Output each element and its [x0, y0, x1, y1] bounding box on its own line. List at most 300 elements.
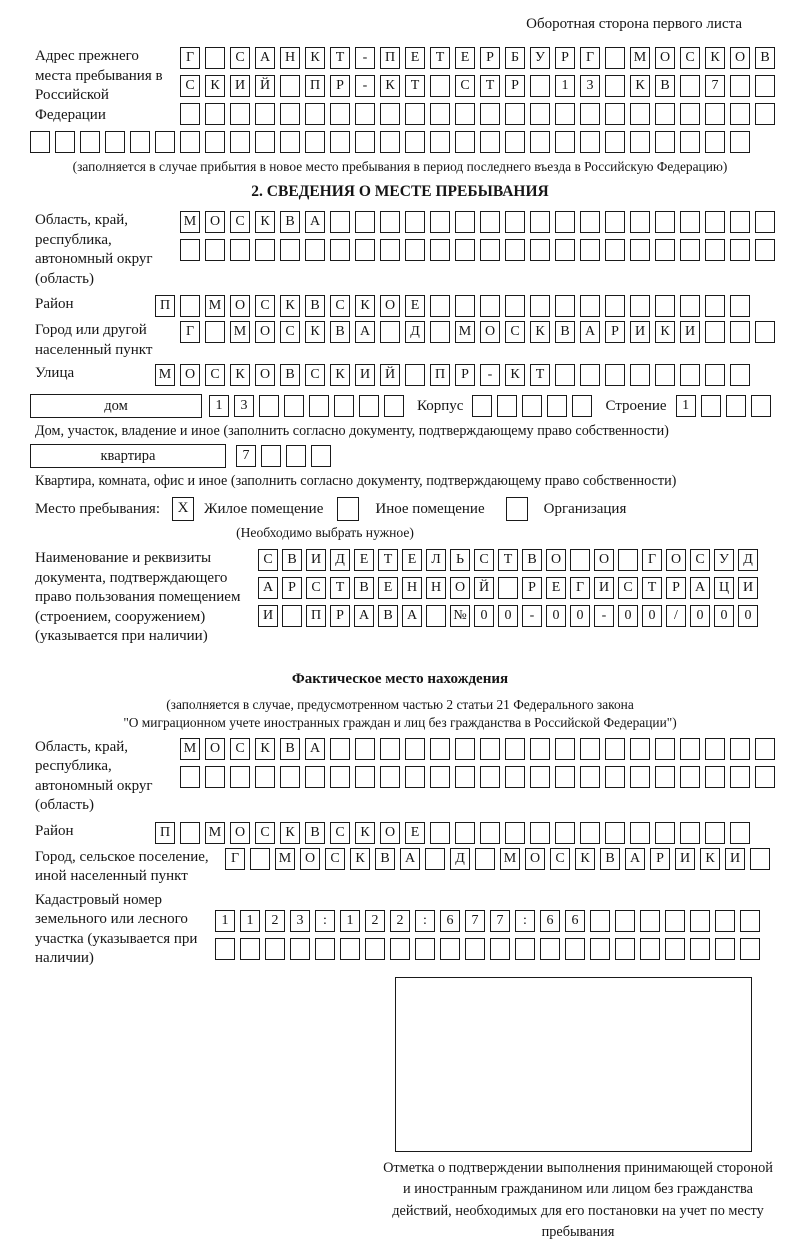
char-cell[interactable] [580, 822, 600, 844]
char-cell[interactable] [665, 910, 685, 932]
char-cell[interactable] [330, 211, 350, 233]
char-cell[interactable]: С [306, 577, 326, 599]
char-cell[interactable] [255, 766, 275, 788]
char-cell[interactable]: О [255, 364, 275, 386]
char-cell[interactable] [680, 103, 700, 125]
char-cell[interactable] [480, 822, 500, 844]
char-cell[interactable] [730, 211, 750, 233]
char-cell[interactable]: 1 [209, 395, 229, 417]
char-cell[interactable] [555, 364, 575, 386]
char-cell[interactable] [205, 103, 225, 125]
char-cell[interactable] [715, 938, 735, 960]
char-cell[interactable] [530, 766, 550, 788]
char-cell[interactable]: В [755, 47, 775, 69]
char-cell[interactable]: Е [546, 577, 566, 599]
char-cell[interactable]: Д [330, 549, 350, 571]
char-cell[interactable] [405, 131, 425, 153]
char-cell[interactable]: К [530, 321, 550, 343]
char-cell[interactable]: М [230, 321, 250, 343]
char-cell[interactable] [580, 738, 600, 760]
char-cell[interactable] [405, 211, 425, 233]
char-cell[interactable]: А [305, 211, 325, 233]
char-cell[interactable]: Р [330, 605, 350, 627]
char-cell[interactable]: Г [570, 577, 590, 599]
char-cell[interactable]: П [155, 822, 175, 844]
char-cell[interactable]: / [666, 605, 686, 627]
char-cell[interactable] [282, 605, 302, 627]
char-cell[interactable] [430, 295, 450, 317]
char-cell[interactable] [630, 822, 650, 844]
char-cell[interactable]: 0 [498, 605, 518, 627]
char-cell[interactable] [265, 938, 285, 960]
char-cell[interactable]: 6 [565, 910, 585, 932]
char-cell[interactable] [605, 766, 625, 788]
char-cell[interactable]: И [630, 321, 650, 343]
char-cell[interactable]: 1 [340, 910, 360, 932]
char-cell[interactable] [490, 938, 510, 960]
char-cell[interactable]: О [380, 295, 400, 317]
char-cell[interactable]: Т [642, 577, 662, 599]
char-cell[interactable] [530, 295, 550, 317]
char-cell[interactable] [755, 75, 775, 97]
char-cell[interactable] [205, 47, 225, 69]
char-cell[interactable]: Р [480, 47, 500, 69]
char-cell[interactable]: А [305, 738, 325, 760]
char-cell[interactable] [455, 103, 475, 125]
char-cell[interactable]: О [546, 549, 566, 571]
char-cell[interactable] [640, 910, 660, 932]
char-cell[interactable] [80, 131, 100, 153]
char-cell[interactable]: В [375, 848, 395, 870]
char-cell[interactable] [605, 364, 625, 386]
char-cell[interactable] [455, 766, 475, 788]
char-cell[interactable] [701, 395, 721, 417]
char-cell[interactable]: 0 [618, 605, 638, 627]
char-cell[interactable]: Т [480, 75, 500, 97]
char-cell[interactable]: К [655, 321, 675, 343]
char-cell[interactable] [705, 103, 725, 125]
char-cell[interactable] [618, 549, 638, 571]
char-cell[interactable] [630, 103, 650, 125]
char-cell[interactable] [755, 239, 775, 261]
char-cell[interactable] [630, 211, 650, 233]
char-cell[interactable] [555, 239, 575, 261]
char-cell[interactable]: С [474, 549, 494, 571]
char-cell[interactable]: Б [505, 47, 525, 69]
char-cell[interactable] [615, 938, 635, 960]
char-cell[interactable] [705, 364, 725, 386]
char-cell[interactable]: К [205, 75, 225, 97]
char-cell[interactable] [755, 738, 775, 760]
char-cell[interactable]: М [155, 364, 175, 386]
char-cell[interactable]: 7 [236, 445, 256, 467]
char-cell[interactable] [480, 103, 500, 125]
char-cell[interactable]: 2 [265, 910, 285, 932]
char-cell[interactable] [580, 766, 600, 788]
char-cell[interactable] [530, 239, 550, 261]
char-cell[interactable]: О [180, 364, 200, 386]
char-cell[interactable] [355, 211, 375, 233]
char-cell[interactable]: Ь [450, 549, 470, 571]
char-cell[interactable] [547, 395, 567, 417]
char-cell[interactable] [330, 103, 350, 125]
char-cell[interactable] [255, 103, 275, 125]
char-cell[interactable]: А [255, 47, 275, 69]
char-cell[interactable] [309, 395, 329, 417]
char-cell[interactable]: В [305, 822, 325, 844]
char-cell[interactable]: К [505, 364, 525, 386]
char-cell[interactable]: Д [450, 848, 470, 870]
char-cell[interactable] [605, 131, 625, 153]
char-cell[interactable] [330, 738, 350, 760]
char-cell[interactable]: С [618, 577, 638, 599]
char-cell[interactable] [180, 295, 200, 317]
char-cell[interactable] [555, 131, 575, 153]
char-cell[interactable]: С [305, 364, 325, 386]
char-cell[interactable] [425, 848, 445, 870]
char-cell[interactable] [155, 131, 175, 153]
char-cell[interactable]: Т [330, 577, 350, 599]
char-cell[interactable]: Т [498, 549, 518, 571]
char-cell[interactable]: В [555, 321, 575, 343]
char-cell[interactable] [590, 938, 610, 960]
char-cell[interactable]: А [354, 605, 374, 627]
char-cell[interactable]: 3 [234, 395, 254, 417]
char-cell[interactable] [480, 131, 500, 153]
char-cell[interactable] [465, 938, 485, 960]
char-cell[interactable] [655, 239, 675, 261]
char-cell[interactable] [715, 910, 735, 932]
char-cell[interactable]: К [380, 75, 400, 97]
char-cell[interactable]: Р [330, 75, 350, 97]
char-cell[interactable] [605, 103, 625, 125]
char-cell[interactable]: - [594, 605, 614, 627]
char-cell[interactable]: Т [430, 47, 450, 69]
char-cell[interactable] [415, 938, 435, 960]
char-cell[interactable] [259, 395, 279, 417]
char-cell[interactable]: И [355, 364, 375, 386]
char-cell[interactable] [405, 738, 425, 760]
char-cell[interactable]: 0 [690, 605, 710, 627]
char-cell[interactable]: В [600, 848, 620, 870]
char-cell[interactable]: Р [282, 577, 302, 599]
char-cell[interactable]: К [350, 848, 370, 870]
char-cell[interactable] [290, 938, 310, 960]
char-cell[interactable] [630, 766, 650, 788]
char-cell[interactable]: : [315, 910, 335, 932]
char-cell[interactable] [730, 75, 750, 97]
char-cell[interactable] [455, 738, 475, 760]
char-cell[interactable]: К [705, 47, 725, 69]
char-cell[interactable] [280, 131, 300, 153]
char-cell[interactable] [655, 766, 675, 788]
char-cell[interactable]: П [430, 364, 450, 386]
char-cell[interactable]: Р [505, 75, 525, 97]
char-cell[interactable] [380, 738, 400, 760]
char-cell[interactable]: И [258, 605, 278, 627]
char-cell[interactable] [405, 239, 425, 261]
char-cell[interactable] [740, 910, 760, 932]
char-cell[interactable]: Й [255, 75, 275, 97]
char-cell[interactable] [30, 131, 50, 153]
char-cell[interactable] [655, 131, 675, 153]
char-cell[interactable]: У [530, 47, 550, 69]
char-cell[interactable] [130, 131, 150, 153]
char-cell[interactable]: Д [738, 549, 758, 571]
char-cell[interactable]: У [714, 549, 734, 571]
char-cell[interactable]: 1 [215, 910, 235, 932]
char-cell[interactable]: Р [666, 577, 686, 599]
char-cell[interactable]: Р [605, 321, 625, 343]
char-cell[interactable] [180, 239, 200, 261]
char-cell[interactable]: 3 [290, 910, 310, 932]
char-cell[interactable]: : [515, 910, 535, 932]
char-cell[interactable]: О [205, 738, 225, 760]
char-cell[interactable]: О [230, 295, 250, 317]
stay-type-checkbox-other-premises[interactable] [337, 497, 359, 521]
char-cell[interactable]: С [205, 364, 225, 386]
char-cell[interactable] [430, 131, 450, 153]
char-cell[interactable] [640, 938, 660, 960]
char-cell[interactable] [580, 211, 600, 233]
char-cell[interactable] [730, 822, 750, 844]
char-cell[interactable] [359, 395, 379, 417]
char-cell[interactable]: П [155, 295, 175, 317]
char-cell[interactable] [315, 938, 335, 960]
char-cell[interactable] [455, 295, 475, 317]
char-cell[interactable] [280, 239, 300, 261]
char-cell[interactable]: К [255, 211, 275, 233]
char-cell[interactable]: И [725, 848, 745, 870]
char-cell[interactable] [330, 131, 350, 153]
char-cell[interactable] [480, 211, 500, 233]
char-cell[interactable]: Р [650, 848, 670, 870]
char-cell[interactable] [730, 295, 750, 317]
char-cell[interactable]: С [230, 211, 250, 233]
char-cell[interactable] [455, 211, 475, 233]
char-cell[interactable] [455, 131, 475, 153]
char-cell[interactable] [55, 131, 75, 153]
char-cell[interactable] [355, 239, 375, 261]
char-cell[interactable] [680, 239, 700, 261]
char-cell[interactable] [726, 395, 746, 417]
char-cell[interactable] [580, 364, 600, 386]
char-cell[interactable] [480, 239, 500, 261]
char-cell[interactable] [505, 103, 525, 125]
char-cell[interactable] [655, 103, 675, 125]
char-cell[interactable] [505, 766, 525, 788]
char-cell[interactable]: А [580, 321, 600, 343]
char-cell[interactable]: С [255, 822, 275, 844]
char-cell[interactable]: 1 [555, 75, 575, 97]
char-cell[interactable] [305, 131, 325, 153]
char-cell[interactable]: - [355, 47, 375, 69]
char-cell[interactable]: О [655, 47, 675, 69]
char-cell[interactable]: 0 [642, 605, 662, 627]
char-cell[interactable] [505, 131, 525, 153]
char-cell[interactable]: М [205, 822, 225, 844]
char-cell[interactable]: А [258, 577, 278, 599]
char-cell[interactable]: 7 [490, 910, 510, 932]
char-cell[interactable]: О [594, 549, 614, 571]
char-cell[interactable] [380, 321, 400, 343]
char-cell[interactable] [426, 605, 446, 627]
char-cell[interactable] [730, 239, 750, 261]
char-cell[interactable]: 1 [240, 910, 260, 932]
char-cell[interactable] [705, 239, 725, 261]
char-cell[interactable]: В [354, 577, 374, 599]
char-cell[interactable]: М [630, 47, 650, 69]
char-cell[interactable] [605, 239, 625, 261]
char-cell[interactable] [615, 910, 635, 932]
char-cell[interactable]: 0 [474, 605, 494, 627]
char-cell[interactable]: М [180, 738, 200, 760]
char-cell[interactable]: Е [405, 47, 425, 69]
char-cell[interactable] [250, 848, 270, 870]
char-cell[interactable] [330, 239, 350, 261]
char-cell[interactable] [280, 103, 300, 125]
char-cell[interactable]: Е [405, 295, 425, 317]
char-cell[interactable] [555, 211, 575, 233]
char-cell[interactable]: С [330, 295, 350, 317]
char-cell[interactable] [705, 131, 725, 153]
char-cell[interactable]: К [700, 848, 720, 870]
char-cell[interactable]: О [666, 549, 686, 571]
char-cell[interactable]: С [455, 75, 475, 97]
char-cell[interactable]: С [280, 321, 300, 343]
char-cell[interactable]: К [355, 822, 375, 844]
char-cell[interactable] [405, 364, 425, 386]
char-cell[interactable]: К [255, 738, 275, 760]
char-cell[interactable] [680, 131, 700, 153]
char-cell[interactable] [665, 938, 685, 960]
char-cell[interactable] [475, 848, 495, 870]
char-cell[interactable] [655, 211, 675, 233]
char-cell[interactable] [605, 738, 625, 760]
char-cell[interactable] [430, 75, 450, 97]
char-cell[interactable] [755, 766, 775, 788]
char-cell[interactable] [630, 239, 650, 261]
char-cell[interactable] [255, 131, 275, 153]
char-cell[interactable] [305, 766, 325, 788]
char-cell[interactable] [480, 738, 500, 760]
char-cell[interactable] [522, 395, 542, 417]
char-cell[interactable]: О [205, 211, 225, 233]
char-cell[interactable]: К [575, 848, 595, 870]
char-cell[interactable]: Д [405, 321, 425, 343]
char-cell[interactable]: О [450, 577, 470, 599]
char-cell[interactable]: 0 [714, 605, 734, 627]
char-cell[interactable]: К [305, 321, 325, 343]
char-cell[interactable] [355, 766, 375, 788]
char-cell[interactable]: - [480, 364, 500, 386]
char-cell[interactable] [580, 295, 600, 317]
char-cell[interactable] [630, 131, 650, 153]
char-cell[interactable] [590, 910, 610, 932]
char-cell[interactable] [240, 938, 260, 960]
char-cell[interactable] [430, 211, 450, 233]
stay-type-checkbox-organization[interactable] [506, 497, 528, 521]
char-cell[interactable] [280, 75, 300, 97]
char-cell[interactable] [630, 295, 650, 317]
char-cell[interactable] [430, 822, 450, 844]
char-cell[interactable]: Е [405, 822, 425, 844]
char-cell[interactable]: Р [555, 47, 575, 69]
char-cell[interactable] [180, 131, 200, 153]
char-cell[interactable] [655, 295, 675, 317]
char-cell[interactable]: В [280, 738, 300, 760]
char-cell[interactable]: Т [330, 47, 350, 69]
char-cell[interactable] [498, 577, 518, 599]
char-cell[interactable] [505, 295, 525, 317]
char-cell[interactable]: Н [402, 577, 422, 599]
char-cell[interactable]: В [305, 295, 325, 317]
char-cell[interactable]: Г [225, 848, 245, 870]
char-cell[interactable] [630, 738, 650, 760]
char-cell[interactable]: Н [426, 577, 446, 599]
char-cell[interactable] [105, 131, 125, 153]
char-cell[interactable] [355, 131, 375, 153]
char-cell[interactable]: И [306, 549, 326, 571]
char-cell[interactable]: А [355, 321, 375, 343]
char-cell[interactable]: К [355, 295, 375, 317]
char-cell[interactable]: О [730, 47, 750, 69]
char-cell[interactable] [380, 766, 400, 788]
char-cell[interactable] [365, 938, 385, 960]
char-cell[interactable]: 3 [580, 75, 600, 97]
char-cell[interactable] [530, 75, 550, 97]
char-cell[interactable]: С [230, 47, 250, 69]
char-cell[interactable] [215, 938, 235, 960]
char-cell[interactable]: К [280, 295, 300, 317]
char-cell[interactable] [305, 103, 325, 125]
char-cell[interactable] [505, 822, 525, 844]
char-cell[interactable]: К [330, 364, 350, 386]
char-cell[interactable]: С [505, 321, 525, 343]
char-cell[interactable] [705, 738, 725, 760]
char-cell[interactable] [255, 239, 275, 261]
char-cell[interactable]: Г [180, 47, 200, 69]
char-cell[interactable] [505, 211, 525, 233]
char-cell[interactable]: С [680, 47, 700, 69]
char-cell[interactable]: О [300, 848, 320, 870]
char-cell[interactable]: М [180, 211, 200, 233]
char-cell[interactable] [205, 131, 225, 153]
char-cell[interactable] [530, 738, 550, 760]
char-cell[interactable] [380, 239, 400, 261]
char-cell[interactable] [605, 47, 625, 69]
char-cell[interactable]: 2 [390, 910, 410, 932]
char-cell[interactable]: А [400, 848, 420, 870]
char-cell[interactable]: С [258, 549, 278, 571]
char-cell[interactable] [497, 395, 517, 417]
char-cell[interactable]: Р [455, 364, 475, 386]
char-cell[interactable] [390, 938, 410, 960]
char-cell[interactable]: С [550, 848, 570, 870]
char-cell[interactable]: С [330, 822, 350, 844]
char-cell[interactable] [630, 364, 650, 386]
char-cell[interactable] [330, 766, 350, 788]
char-cell[interactable]: 6 [540, 910, 560, 932]
char-cell[interactable] [580, 103, 600, 125]
char-cell[interactable]: С [690, 549, 710, 571]
char-cell[interactable]: О [480, 321, 500, 343]
char-cell[interactable] [730, 131, 750, 153]
char-cell[interactable] [230, 103, 250, 125]
char-cell[interactable] [690, 938, 710, 960]
char-cell[interactable] [705, 295, 725, 317]
char-cell[interactable] [480, 766, 500, 788]
